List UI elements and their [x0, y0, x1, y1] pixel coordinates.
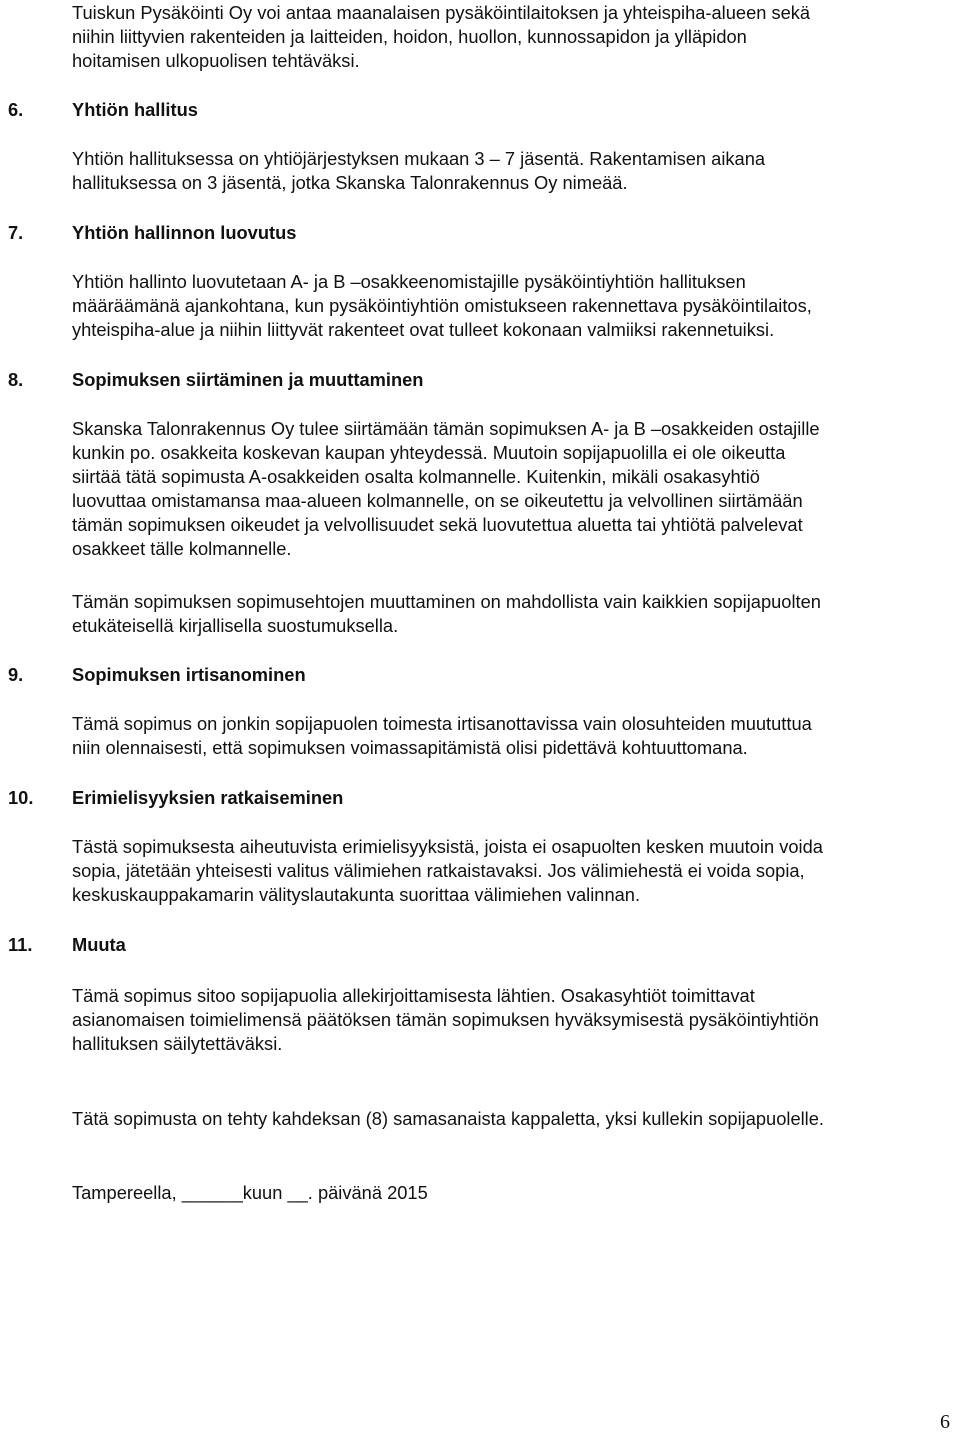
paragraph-line: Yhtiön hallituksessa on yhtiöjärjestyksen mukaan 3 – 7 jäsentä. Rakentamisen aikana — [72, 148, 766, 169]
intro-line: Tuiskun Pysäköinti Oy voi antaa maanalaisen pysäköintilaitoksen ja yhteispiha-alueen sekä — [72, 2, 811, 23]
section-number: 11. — [8, 934, 33, 955]
paragraph-line: kunkin po. osakkeita koskevan kaupan yhteydessä. Muutoin sopijapuolilla ei ole oikeutta — [72, 442, 786, 463]
paragraph-line: osakkeet tälle kolmannelle. — [72, 538, 292, 559]
paragraph-line: luovuttaa omistamansa maa-alueen kolmannelle, on se oikeutettu ja velvollinen siirtämään — [72, 490, 803, 511]
copies-statement: Tätä sopimusta on tehty kahdeksan (8) samasanaista kappaletta, yksi kullekin sopijapuolelle. — [72, 1108, 824, 1129]
paragraph-line: Tämä sopimus on jonkin sopijapuolen toimesta irtisanottavissa vain olosuhteiden muututtua — [72, 713, 812, 734]
intro-line: hoitamisen ulkopuolisen tehtäväksi. — [72, 50, 360, 71]
paragraph-line: hallituksessa on 3 jäsentä, jotka Skanska Talonrakennus Oy nimeää. — [72, 172, 628, 193]
paragraph-line: siirtää tätä sopimusta A-osakkeiden osalta kolmannelle. Kuitenkin, mikäli osakasyhtiö — [72, 466, 760, 487]
paragraph-line: etukäteisellä kirjallisella suostumuksella. — [72, 615, 399, 636]
paragraph-line: määräämänä ajankohtana, kun pysäköintiyhtiön omistukseen rakennettava pysäköintilaitos, — [72, 295, 812, 316]
section-heading: Erimielisyyksien ratkaiseminen — [72, 787, 344, 808]
paragraph-line: hallituksen säilytettäväksi. — [72, 1033, 283, 1054]
paragraph-line: tämän sopimuksen oikeudet ja velvollisuudet sekä luovutettua aluetta tai yhtiötä palvelevat — [72, 514, 803, 535]
paragraph-line: niin olennaisesti, että sopimuksen voimassapitämistä olisi pidettävä kohtuuttomana. — [72, 737, 748, 758]
section-heading: Yhtiön hallinnon luovutus — [72, 222, 297, 243]
section-heading: Sopimuksen irtisanominen — [72, 664, 306, 685]
paragraph-line: asianomaisen toimielimensä päätöksen tämän sopimuksen hyväksymisestä pysäköintiyhtiön — [72, 1009, 819, 1030]
section-heading: Sopimuksen siirtäminen ja muuttaminen — [72, 369, 424, 390]
section-heading: Yhtiön hallitus — [72, 99, 198, 120]
signature-place-date: Tampereella, ______kuun __. päivänä 2015 — [72, 1182, 428, 1203]
paragraph-line: Skanska Talonrakennus Oy tulee siirtämään tämän sopimuksen A- ja B –osakkeiden ostajille — [72, 418, 820, 439]
section-number: 6. — [8, 99, 24, 120]
section-heading: Muuta — [72, 934, 126, 955]
paragraph-line: sopia, jätetään yhteisesti valitus välimiehen ratkaistavaksi. Jos välimiehestä ei voida sopia, — [72, 860, 805, 881]
section-number: 10. — [8, 787, 34, 808]
page-number: 6 — [940, 1411, 950, 1433]
paragraph-line: keskuskauppakamarin välityslautakunta suorittaa välimiehen valinnan. — [72, 884, 641, 905]
section-number: 7. — [8, 222, 24, 243]
paragraph-line: Tämä sopimus sitoo sopijapuolia allekirjoittamisesta lähtien. Osakasyhtiöt toimittavat — [72, 985, 755, 1006]
section-number: 9. — [8, 664, 24, 685]
paragraph-line: Tästä sopimuksesta aiheutuvista erimielisyyksistä, joista ei osapuolten kesken muutoin voida — [72, 836, 823, 857]
section-number: 8. — [8, 369, 24, 390]
paragraph-line: Yhtiön hallinto luovutetaan A- ja B –osakkeenomistajille pysäköintiyhtiön hallituksen — [72, 271, 746, 292]
paragraph-line: yhteispiha-alue ja niihin liittyvät rakenteet ovat tulleet kokonaan valmiiksi rakennetuiksi. — [72, 319, 775, 340]
intro-line: niihin liittyvien rakenteiden ja laitteiden, hoidon, huollon, kunnossapidon ja ylläpidon — [72, 26, 747, 47]
paragraph-line: Tämän sopimuksen sopimusehtojen muuttaminen on mahdollista vain kaikkien sopijapuolten — [72, 591, 821, 612]
